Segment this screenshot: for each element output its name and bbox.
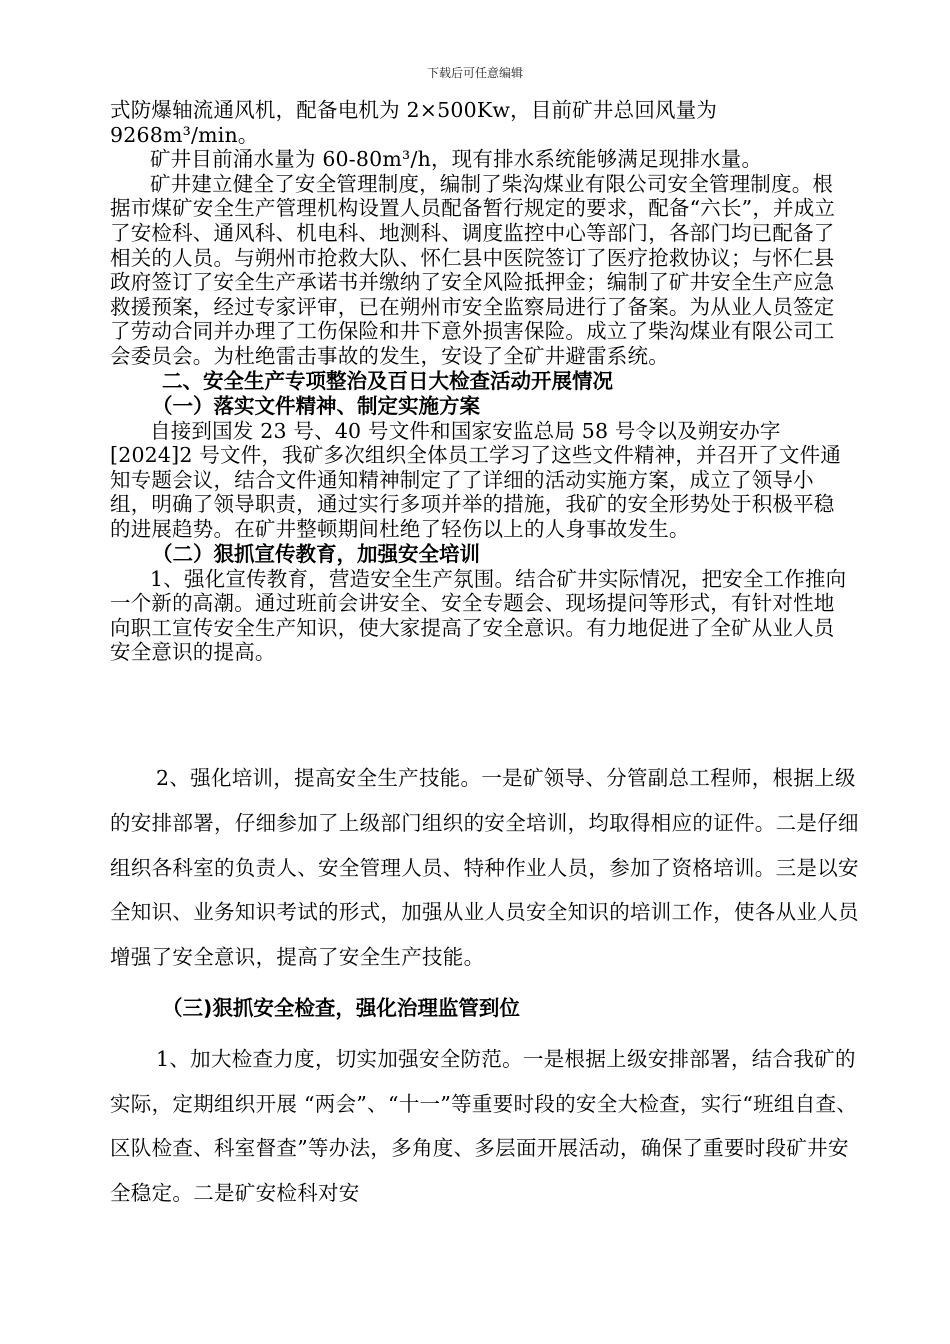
document-body-top — [110, 98, 850, 665]
paragraph-safety-management: 矿井建立健全了安全管理制度，编制了柴沟煤业有限公司安全管理制度。根据市煤矿安全生产管理机构设置人员配备暂行规定的要求，配备“六长”，并成立了安检科、通风科、机电科、地测科、调度监控中心等部门，各部门均已配备了相关的人员。与朔州市抢救大队、怀仁县中医院签订了医疗抢救协议；与怀仁县政府签订了安全生产承诺书并缴纳了安全风险抵押金；编制了矿井安全生产应急救援预案，经过专家评审，已在朔州市安全监察局进行了备案。为从业人员签定了劳动合同并办理了工伤保险和井下意外损害保险。成立了柴沟煤业有限公司工会委员会。为杜绝雷击事故的发生，安设了全矿井避雷系统。 — [110, 171, 836, 368]
paragraph-water-inflow: 矿井目前涌水量为 60-80m³/h，现有排水系统能够满足现排水量。 — [150, 147, 763, 172]
paragraph-publicity-education: 1、强化宣传教育，营造安全生产氛围。结合矿井实际情况，把安全工作推向一个新的高潮。通过班前会讲安全、安全专题会、现场提问等形式，有针对性地向职工宣传安全生产知识，使大家提高了安全意识。有力地促进了全矿从业人员安全意识的提高。 — [110, 566, 847, 665]
subsection-heading-3: （三)狠抓安全检查，强化治理监管到位 — [162, 995, 520, 1020]
document-body-bottom — [110, 756, 860, 1216]
page-header-note: 下载后可任意编辑 — [426, 66, 523, 80]
paragraph-inspection: 1、加大检查力度，切实加强安全防范。一是根据上级安排部署，结合我矿的实际，定期组织开展 “两会”、“十一”等重要时段的安全大检查，实行“班组自查、区队检查、科室督查”等办法，多角度、多层面开展活动，确保了重要时段矿井安全稳定。二是矿安检科对安 — [110, 1046, 858, 1206]
section-heading-two: 二、安全生产专项整治及百日大检查活动开展情况 — [162, 368, 613, 393]
paragraph-ventilation: 式防爆轴流通风机，配备电机为 2×500Kw，目前矿井总回风量为 9268m³/min。 — [110, 98, 718, 147]
paragraph-training: 2、强化培训，提高安全生产技能。一是矿领导、分管副总工程师，根据上级的安排部署，仔细参加了上级部门组织的安全培训，均取得相应的证件。二是仔细组织各科室的负责人、安全管理人员、特种作业人员，参加了资格培训。三是以安全知识、业务知识考试的形式，加强从业人员安全知识的培训工作，使各从业人员增强了安全意识，提高了安全生产技能。 — [110, 766, 859, 970]
paragraph-document-implementation: 自接到国发 23 号、40 号文件和国家安监总局 58 号令以及朔安办字[2024]2 号文件，我矿多次组织全体员工学习了这些文件精神，并召开了文件通知专题会议，结合文件通知精神制定了了详细的活动实施方案，成立了领导小组，明确了领导职责，通过实行多项并举的措施，我矿的安全形势处于积极平稳的进展趋势。在矿井整顿期间杜绝了轻伤以上的人身事故发生。 — [110, 418, 842, 541]
subsection-heading-1: （一）落实文件精神、制定实施方案 — [152, 393, 480, 418]
subsection-heading-2: （二）狠抓宣传教育，加强安全培训 — [152, 541, 480, 566]
